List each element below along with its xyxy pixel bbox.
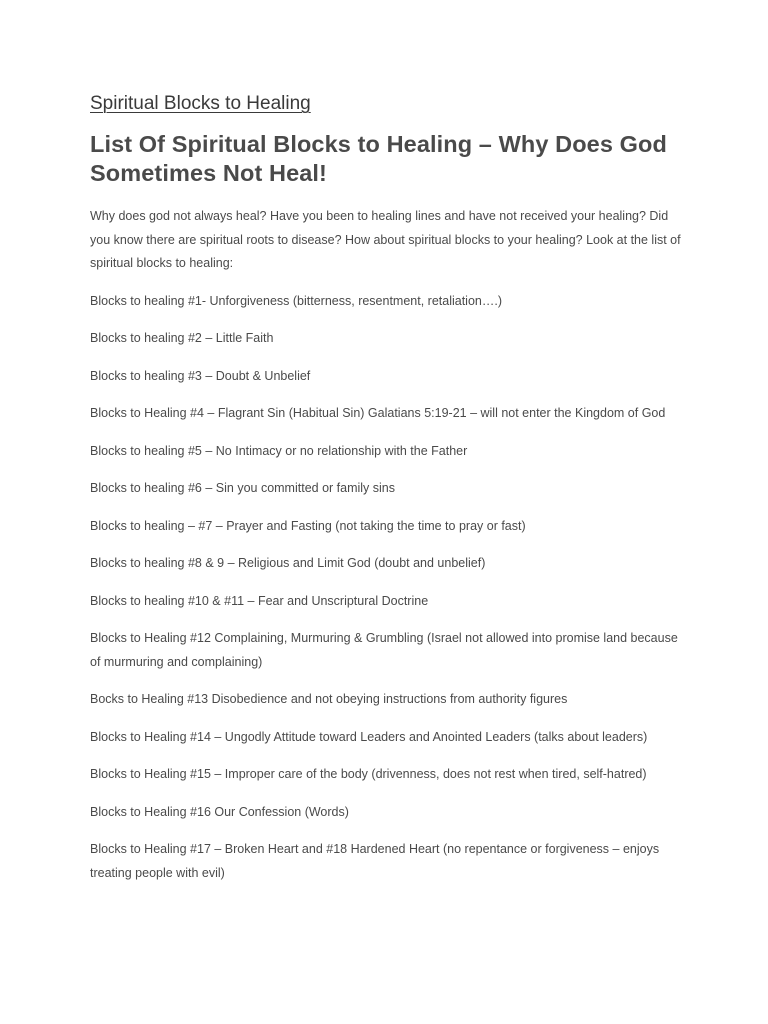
document-page [90, 92, 690, 899]
list-item: Blocks to Healing #15 – Improper care of the body (drivenness, does not rest when tired, self-hatred) [90, 767, 647, 781]
title-link[interactable]: Spiritual Blocks to Healing [90, 93, 311, 114]
list-item: Blocks to Healing #14 – Ungodly Attitude toward Leaders and Anointed Leaders (talks about leaders) [90, 729, 648, 744]
intro-paragraph: Why does god not always heal? Have you been to healing lines and have not received your healing? Did you know there are spiritual roots to disease? How about spiritual blocks to your healing? Look at the list of spiritual blocks to healing: [90, 209, 681, 270]
list-item: Blocks to healing #8 & 9 – Religious and Limit God (doubt and unbelief) [90, 556, 486, 570]
list-item: Blocks to healing #10 & #11 – Fear and Unscriptural Doctrine [90, 593, 429, 608]
blocks-list [90, 290, 690, 886]
list-item: Blocks to healing #5 – No Intimacy or no relationship with the Father [90, 443, 468, 458]
list-item: Blocks to healing #2 – Little Faith [90, 331, 274, 345]
list-item: Blocks to healing #1- Unforgiveness (bitterness, resentment, retaliation….) [90, 293, 502, 308]
list-item: Blocks to Healing #17 – Broken Heart and #18 Hardened Heart (no repentance or forgiveness – enjoys treating people with evil) [90, 842, 660, 880]
list-item: Blocks to healing #3 – Doubt & Unbelief [90, 368, 311, 383]
list-item: Bocks to Healing #13 Disobedience and not obeying instructions from authority figures [90, 692, 568, 706]
list-item: Blocks to Healing #16 Our Confession (Words) [90, 804, 349, 819]
list-item: Blocks to Healing #12 Complaining, Murmuring & Grumbling (Israel not allowed into promise land because of murmuring and complaining) [90, 631, 678, 669]
list-item: Blocks to healing #6 – Sin you committed or family sins [90, 481, 395, 495]
list-item: Blocks to Healing #4 – Flagrant Sin (Habitual Sin) Galatians 5:19-21 – will not enter the Kingdom of God [90, 406, 666, 420]
list-item: Blocks to healing – #7 – Prayer and Fasting (not taking the time to pray or fast) [90, 518, 526, 533]
headline: List Of Spiritual Blocks to Healing – Why Does God Sometimes Not Heal! [90, 131, 667, 186]
